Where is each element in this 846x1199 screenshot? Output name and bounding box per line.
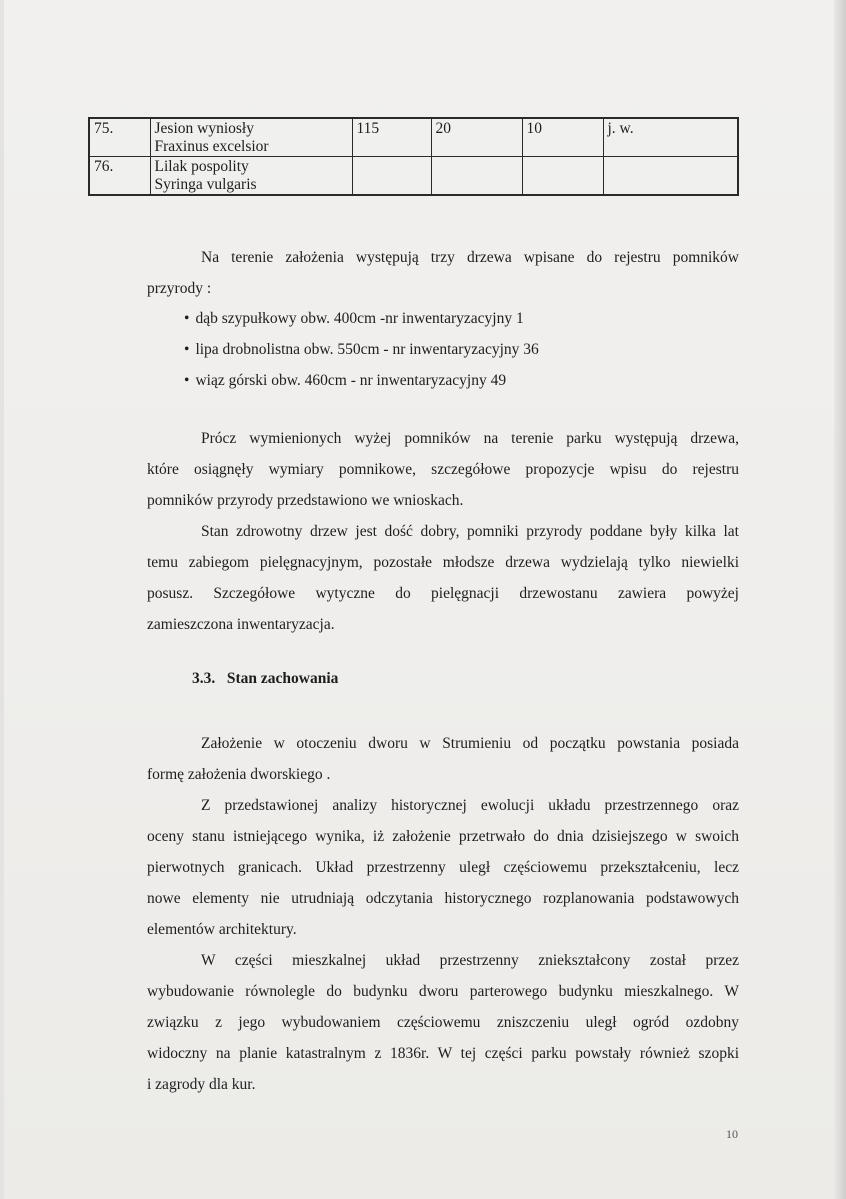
text-line: Na terenie założenia występują trzy drzewa wpisane do rejestru pomników [201, 249, 739, 266]
species-polish-name: Lilak pospolity [154, 158, 249, 175]
body-paragraphs [147, 423, 739, 640]
monument-tree-list [184, 303, 539, 396]
cell-value [522, 157, 603, 196]
table-row [89, 118, 738, 157]
list-item: • dąb szypułkowy obw. 400cm -nr inwentaryzacyjny 1 [184, 303, 539, 334]
text-line: temu zabiegom pielęgnacyjnym, pozostałe młodsze drzewa wydzielają tylko niewielki [147, 554, 739, 571]
intro-paragraph [147, 242, 739, 304]
cell-number: 75. [89, 118, 150, 157]
text-line: Prócz wymienionych wyżej pomników na terenie parku występują drzewa, [201, 430, 739, 447]
cell-value [352, 157, 431, 196]
section-heading [192, 670, 338, 688]
cell-number: 76. [89, 157, 150, 196]
text-line: elementów architektury. [147, 921, 297, 938]
text-line: zamieszczona inwentaryzacja. [147, 616, 335, 633]
text-line: które osiągnęły wymiary pomnikowe, szczegółowe propozycje wpisu do rejestru [147, 461, 739, 478]
text-line: związku z jego wybudowaniem częściowemu zniszczeniu uległ ogród ozdobny [147, 1014, 739, 1031]
species-latin-name: Fraxinus excelsior [154, 138, 269, 155]
cell-value: 10 [522, 118, 603, 157]
text-line: widoczny na planie katastralnym z 1836r. W tej części parku powstały również szopki [147, 1045, 739, 1062]
cell-value: 20 [431, 118, 522, 157]
list-item: • lipa drobnolistna obw. 550cm - nr inwentaryzacyjny 36 [184, 334, 539, 365]
text-line: i zagrody dla kur. [147, 1076, 256, 1093]
cell-species [150, 118, 352, 157]
table-row [89, 157, 738, 196]
text-line: Z przedstawionej analizy historycznej ewolucji układu przestrzennego oraz [201, 797, 739, 814]
section-body [147, 728, 739, 1100]
species-latin-name: Syringa vulgaris [154, 176, 257, 193]
inventory-table [88, 117, 739, 196]
text-line: posusz. Szczegółowe wytyczne do pielęgnacji drzewostanu zawiera powyżej [147, 585, 739, 602]
text-line: W części mieszkalnej układ przestrzenny zniekształcony został przez [201, 952, 739, 969]
section-number: 3.3. [192, 670, 216, 687]
text-line: przyrody : [147, 280, 212, 297]
section-title: Stan zachowania [226, 670, 339, 687]
cell-species [150, 157, 352, 196]
cell-note: j. w. [603, 118, 738, 157]
text-line: Założenie w otoczeniu dworu w Strumieniu od początku powstania posiada [201, 735, 739, 752]
text-line: oceny stanu istniejącego wynika, iż założenie przetrwało do dnia dzisiejszego w swoich [147, 828, 739, 845]
page-number: 10 [726, 1127, 738, 1141]
cell-value [431, 157, 522, 196]
cell-note [603, 157, 738, 196]
text-line: pierwotnych granicach. Układ przestrzenny uległ częściowemu przekształceniu, lecz [147, 859, 739, 876]
text-line: nowe elementy nie utrudniają odczytania historycznego rozplanowania podstawowych [147, 890, 739, 907]
text-line: Stan zdrowotny drzew jest dość dobry, pomniki przyrody poddane były kilka lat [201, 523, 739, 540]
list-item: • wiąz górski obw. 460cm - nr inwentaryzacyjny 49 [184, 365, 539, 396]
text-line: wybudowanie równolegle do budynku dworu parterowego budynku mieszkalnego. W [147, 983, 739, 1000]
scan-left-edge [0, 0, 4, 1199]
cell-value: 115 [352, 118, 431, 157]
text-line: pomników przyrody przedstawiono we wnioskach. [147, 492, 464, 509]
text-line: formę założenia dworskiego . [147, 766, 331, 783]
species-polish-name: Jesion wyniosły [154, 120, 254, 137]
scan-right-edge [834, 0, 846, 1199]
